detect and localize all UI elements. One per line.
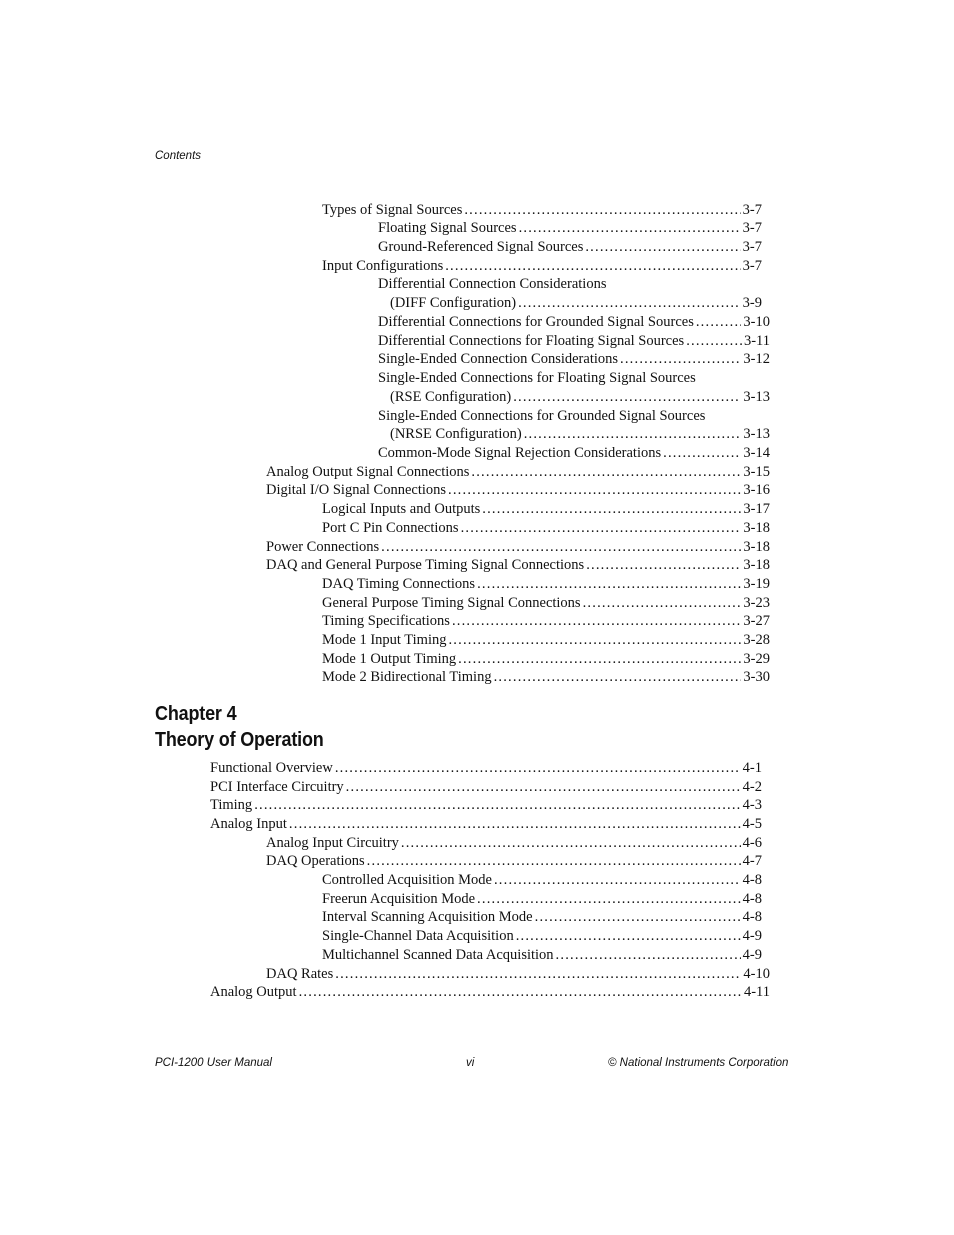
toc-entry-page: 3-16 [743,482,770,498]
toc-entry-title: Analog Output [210,984,297,1000]
toc-entry-page: 3-7 [742,220,762,236]
chapter-number: Chapter 4 [155,703,237,725]
toc-entry-title: (DIFF Configuration) [390,295,517,311]
footer-copyright: © National Instruments Corporation [608,1057,789,1069]
toc-entry[interactable] [266,965,770,983]
toc-entry[interactable] [322,871,762,889]
toc-entry[interactable] [378,313,770,331]
toc-entry-page: 3-18 [743,539,770,555]
toc-entry-title: Ground-Referenced Signal Sources [378,239,584,255]
toc-entry[interactable] [378,350,770,368]
toc-entry-page: 3-27 [743,613,770,629]
toc-entry-title: (RSE Configuration) [390,389,512,405]
toc-entry-title: Multichannel Scanned Data Acquisition [322,947,554,963]
toc-entry[interactable] [266,852,762,870]
footer-page-number: vi [466,1057,475,1069]
toc-entry[interactable] [266,463,770,481]
toc-entry-page: 4-9 [742,928,762,944]
toc-entry-page: 4-2 [742,779,762,795]
toc-entry-title: PCI Interface Circuitry [210,779,344,795]
toc-entry[interactable] [210,983,770,1001]
toc-entry-title: Port C Pin Connections [322,520,459,536]
toc-entry[interactable] [266,834,762,852]
toc-entry[interactable] [210,778,762,796]
toc-entry-page: 3-13 [743,389,770,405]
toc-entry-title: Timing Specifications [322,613,450,629]
toc-entry-page: 3-11 [743,333,770,349]
toc-entry-title: Differential Connections for Floating Signal Sources [378,333,685,349]
toc-entry[interactable] [390,425,770,443]
toc-entry-title: Power Connections [266,539,380,555]
toc-entry[interactable] [322,500,770,518]
toc-entry[interactable] [322,201,762,219]
toc-entry-page: 4-8 [742,909,762,925]
toc-entry-title: Floating Signal Sources [378,220,517,236]
toc-entry[interactable] [322,946,762,964]
toc-entry-page: 3-7 [742,239,762,255]
toc-entry-page: 3-17 [743,501,770,517]
toc-entry-title: Analog Input [210,816,287,832]
toc-entry-page: 4-10 [743,966,770,982]
toc-entry-page: 3-12 [743,351,770,367]
toc-entry[interactable] [322,631,770,649]
toc-entry-title: DAQ Timing Connections [322,576,476,592]
toc-entry-title: Common-Mode Signal Rejection Considerations [378,445,662,461]
toc-entry[interactable] [322,575,770,593]
running-header: Contents [155,150,202,162]
toc-entry-title: Mode 1 Output Timing [322,651,457,667]
toc-entry-title[interactable]: Single-Ended Connections for Grounded Signal Sources [378,408,706,424]
toc-entry-page: 3-14 [743,445,770,461]
toc-entry[interactable] [322,908,762,926]
toc-entry-title: Single-Ended Connection Considerations [378,351,619,367]
toc-entry[interactable] [210,796,762,814]
toc-entry-title: Single-Channel Data Acquisition [322,928,514,944]
toc-entry-title: Input Configurations [322,258,444,274]
toc-entry-page: 3-30 [743,669,770,685]
toc-entry-page: 4-11 [743,984,770,1000]
toc-entry-page: 3-15 [743,464,770,480]
toc-entry-title: Controlled Acquisition Mode [322,872,492,888]
toc-entry-title: Analog Input Circuitry [266,835,399,851]
toc-entry[interactable] [322,612,770,630]
toc-entry-page: 3-7 [742,258,762,274]
toc-entry-title: Types of Signal Sources [322,202,463,218]
toc-entry-title: DAQ Operations [266,853,365,869]
toc-entry[interactable] [390,388,770,406]
toc-entry[interactable] [266,556,770,574]
toc-entry[interactable] [322,650,770,668]
toc-entry[interactable] [378,238,762,256]
toc-entry-page: 4-9 [742,947,762,963]
toc-entry[interactable] [322,594,770,612]
toc-entry[interactable] [378,444,770,462]
toc-entry-page: 3-28 [743,632,770,648]
toc-entry-title: General Purpose Timing Signal Connections [322,595,581,611]
toc-entry-page: 3-18 [743,520,770,536]
toc-entry[interactable] [390,294,762,312]
toc-entry-title: Differential Connections for Grounded Signal Sources [378,314,694,330]
toc-entry[interactable] [378,332,770,350]
toc-entry[interactable] [210,815,762,833]
toc-entry-title: Interval Scanning Acquisition Mode [322,909,533,925]
toc-entry-page: 4-8 [742,872,762,888]
toc-entry[interactable] [266,481,770,499]
toc-entry[interactable] [322,927,762,945]
toc-entry-page: 4-1 [742,760,762,776]
toc-entry-title[interactable]: Differential Connection Considerations [378,276,607,292]
toc-entry[interactable] [322,519,770,537]
toc-entry-page: 4-3 [742,797,762,813]
toc-entry-page: 3-13 [743,426,770,442]
toc-entry-title: Mode 2 Bidirectional Timing [322,669,492,685]
toc-entry[interactable] [266,538,770,556]
toc-entry-page: 3-7 [742,202,762,218]
toc-entry-page: 4-8 [742,891,762,907]
toc-entry-page: 4-5 [742,816,762,832]
toc-entry[interactable] [322,257,762,275]
toc-entry-title: DAQ Rates [266,966,334,982]
toc-entry[interactable] [378,219,762,237]
toc-entry-title: DAQ and General Purpose Timing Signal Connections [266,557,585,573]
toc-entry-title: Logical Inputs and Outputs [322,501,481,517]
toc-entry-title: Mode 1 Input Timing [322,632,447,648]
toc-entry-page: 4-7 [742,853,762,869]
toc-entry-page: 3-23 [743,595,770,611]
toc-entry-page: 4-6 [742,835,762,851]
toc-entry[interactable] [210,759,762,777]
toc-entry-title: Digital I/O Signal Connections [266,482,447,498]
chapter-title[interactable]: Theory of Operation [155,729,324,751]
toc-entry-title: Freerun Acquisition Mode [322,891,476,907]
toc-entry[interactable] [322,890,762,908]
toc-entry-page: 3-19 [743,576,770,592]
toc-entry-title: (NRSE Configuration) [390,426,522,442]
toc-entry-title: Timing [210,797,253,813]
toc-entry-title[interactable]: Single-Ended Connections for Floating Signal Sources [378,370,696,386]
footer-manual-title: PCI-1200 User Manual [155,1057,272,1069]
toc-entry-title: Analog Output Signal Connections [266,464,470,480]
toc-entry-page: 3-18 [743,557,770,573]
toc-entry-page: 3-10 [743,314,770,330]
toc-entry[interactable] [322,668,770,686]
toc-entry-page: 3-29 [743,651,770,667]
toc-entry-page: 3-9 [742,295,762,311]
toc-entry-title: Functional Overview [210,760,333,776]
